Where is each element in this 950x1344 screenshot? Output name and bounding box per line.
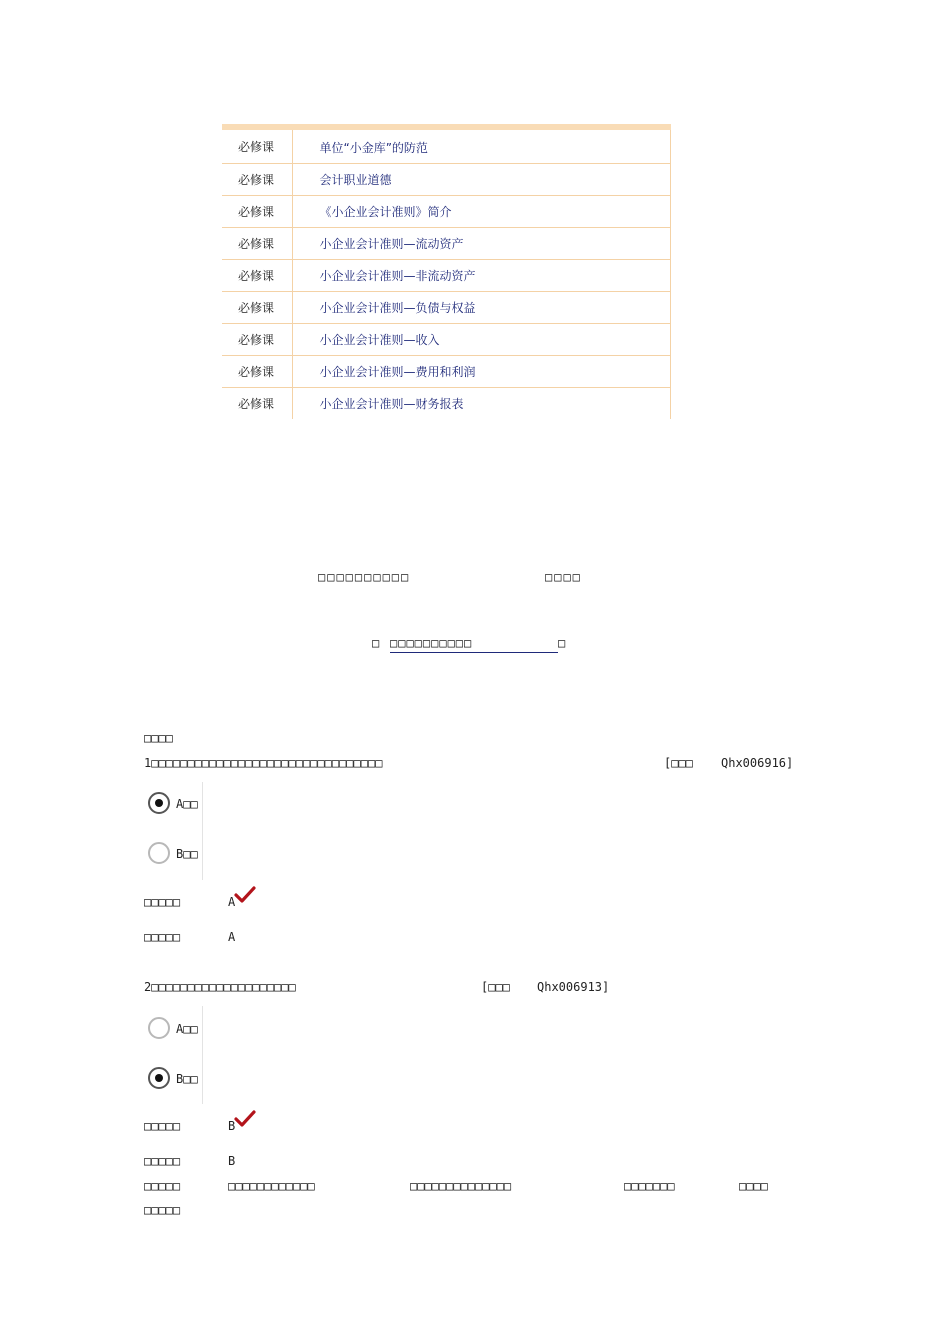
question-1-correct-answer: A [228, 930, 236, 944]
section-label: □□□□ [144, 731, 173, 745]
course-type: 必修课 [222, 127, 292, 164]
question-2-text: 2□□□□□□□□□□□□□□□□□□□□ [144, 980, 296, 994]
question-2-option-b-radio[interactable] [148, 1067, 170, 1089]
correct-check-icon [234, 886, 256, 904]
course-name-link[interactable]: 小企业会计准则—流动资产 [292, 228, 671, 260]
question-2-id-code: Qhx006913] [537, 980, 610, 994]
question-2-correct-label: □□□□□ [144, 1154, 181, 1168]
course-type: 必修课 [222, 228, 292, 260]
course-row [222, 196, 671, 228]
question-1-option-b-radio[interactable] [148, 842, 170, 864]
question-1-text: 1□□□□□□□□□□□□□□□□□□□□□□□□□□□□□□□□ [144, 756, 383, 770]
course-row [222, 127, 671, 164]
course-type: 必修课 [222, 196, 292, 228]
page-title-suffix: □□□□ [545, 570, 582, 584]
course-type: 必修课 [222, 324, 292, 356]
subtitle-link[interactable]: □□□□□□□□□□ [390, 636, 558, 653]
course-type: 必修课 [222, 164, 292, 196]
course-name-link[interactable]: 小企业会计准则—负债与权益 [292, 292, 671, 324]
question-2-analysis-part-2: □□□□□□□□□□□□□□ [410, 1179, 512, 1193]
question-2-analysis-label: □□□□□ [144, 1179, 181, 1193]
question-2-id-label: [□□□ [481, 980, 510, 994]
course-name-link[interactable]: 《小企业会计准则》简介 [292, 196, 671, 228]
course-name-link[interactable]: 单位“小金库”的防范 [292, 127, 671, 164]
question-1-correct-label: □□□□□ [144, 930, 181, 944]
question-1-id-code: Qhx006916] [721, 756, 794, 770]
question-1-your-answer-label: □□□□□ [144, 895, 181, 909]
course-name-link[interactable]: 小企业会计准则—非流动资产 [292, 260, 671, 292]
subtitle-open-bracket: □ [372, 636, 380, 650]
course-row [222, 356, 671, 388]
question-2-your-answer: B [228, 1119, 236, 1133]
course-name-link[interactable]: 小企业会计准则—收入 [292, 324, 671, 356]
course-type: 必修课 [222, 388, 292, 420]
subtitle-close-bracket: □ [558, 636, 566, 650]
question-2-your-answer-label: □□□□□ [144, 1119, 181, 1133]
question-1-option-a-radio[interactable] [148, 792, 170, 814]
question-2-correct-answer: B [228, 1154, 236, 1168]
course-name-link[interactable]: 会计职业道德 [292, 164, 671, 196]
option-divider [202, 1006, 203, 1104]
question-2-option-a-label: A□□ [176, 1022, 198, 1036]
question-1-id-label: [□□□ [664, 756, 693, 770]
question-2-analysis-part-1: □□□□□□□□□□□□ [228, 1179, 315, 1193]
course-row [222, 260, 671, 292]
page-title: □□□□□□□□□□ [318, 570, 411, 584]
question-2-analysis-part-4: □□□□ [739, 1179, 768, 1193]
next-question-label: □□□□□ [144, 1203, 181, 1217]
question-1-option-a-label: A□□ [176, 797, 198, 811]
course-row [222, 228, 671, 260]
question-1-option-b-label: B□□ [176, 847, 198, 861]
correct-check-icon [234, 1110, 256, 1128]
question-1-your-answer: A [228, 895, 236, 909]
course-row [222, 292, 671, 324]
course-name-link[interactable]: 小企业会计准则—财务报表 [292, 388, 671, 420]
course-row [222, 164, 671, 196]
course-table [222, 124, 671, 419]
question-2-option-a-radio[interactable] [148, 1017, 170, 1039]
course-row [222, 388, 671, 420]
course-row [222, 324, 671, 356]
option-divider [202, 782, 203, 880]
course-type: 必修课 [222, 356, 292, 388]
question-2-option-b-label: B□□ [176, 1072, 198, 1086]
course-type: 必修课 [222, 292, 292, 324]
question-2-analysis-part-3: □□□□□□□ [624, 1179, 675, 1193]
course-type: 必修课 [222, 260, 292, 292]
course-name-link[interactable]: 小企业会计准则—费用和利润 [292, 356, 671, 388]
